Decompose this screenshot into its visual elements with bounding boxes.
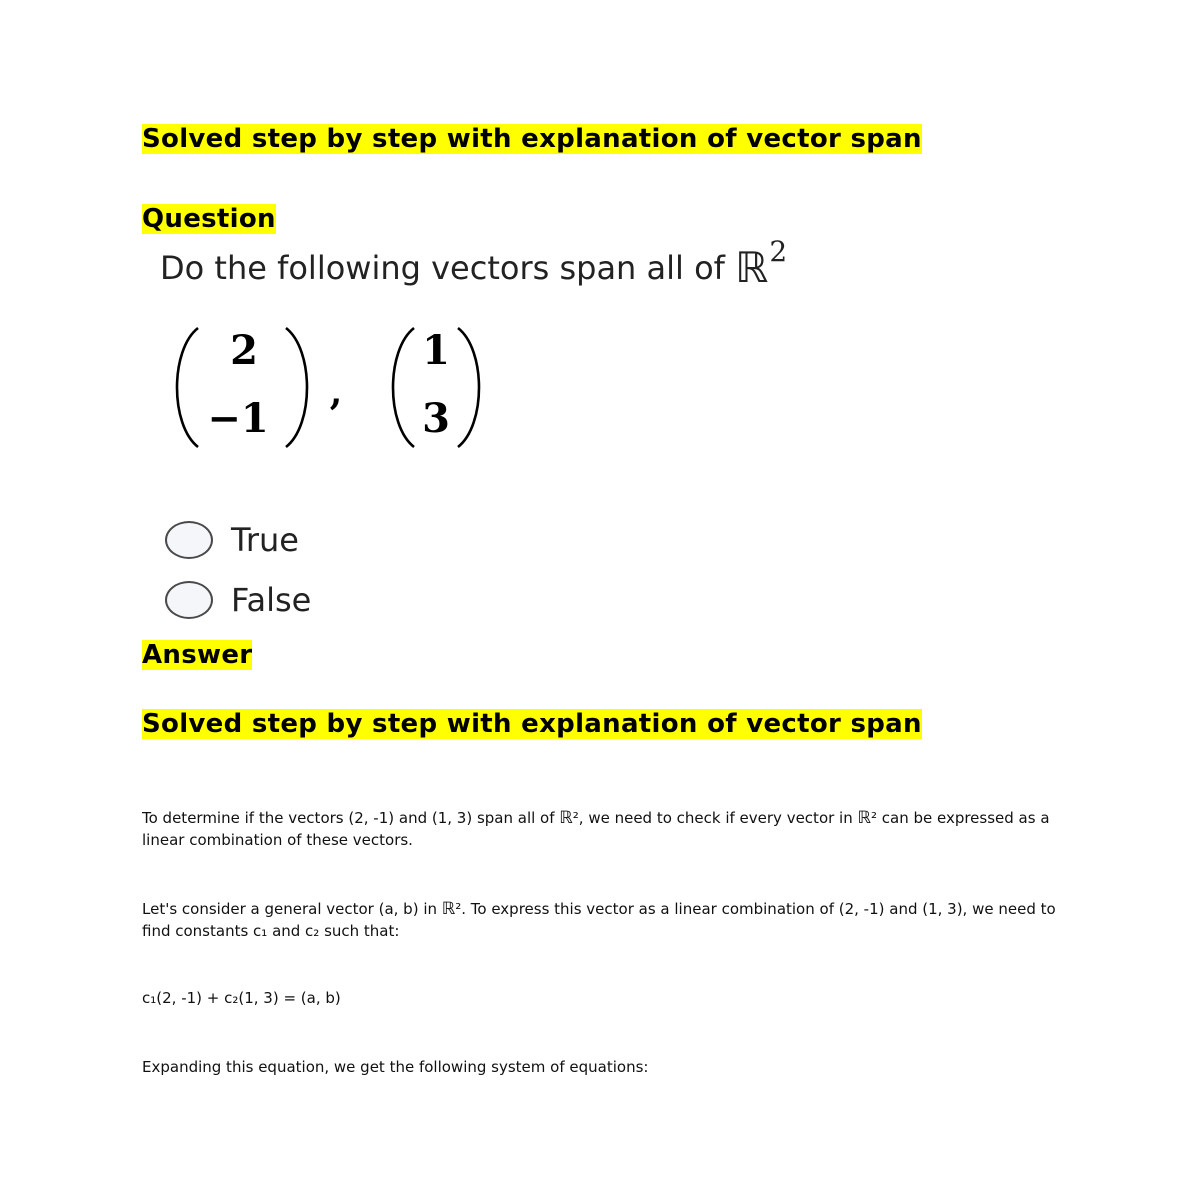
vector1-left-paren [177,328,198,447]
option-false[interactable] [165,579,311,621]
answer-heading [142,709,1022,740]
paragraph-general-vector [142,898,1072,942]
set-exponent: 2 [769,235,788,268]
p2-part-b: ². To express this vector as a linear combination of (2, -1) and (1, 3), we need to find constants c₁ and c₂ such that: [142,900,1056,940]
real-numbers-symbol-p1b: ℝ [857,808,871,828]
p1-part-b: ², we need to check if every vector in [572,809,858,827]
vector2-left-paren [393,328,414,447]
vector1-bottom-entry: −1 [207,395,269,442]
vector1-top-entry: 2 [230,327,258,374]
real-numbers-symbol-p2: ℝ [441,899,456,919]
option-true[interactable] [165,519,299,561]
document-title [142,124,1022,155]
equation-text: c₁(2, -1) + c₂(1, 3) = (a, b) [142,989,341,1007]
paragraph-span-check [142,807,1072,851]
answer-label-text: Answer [142,640,253,670]
answer-label [142,640,252,671]
vector1-right-paren [286,328,307,447]
option-true-label[interactable]: True [231,521,299,559]
vector-separator: , [329,371,343,413]
p1-part-a: To determine if the vectors (2, -1) and (1, 3) span all of [142,809,560,827]
vector2-right-paren [458,328,479,447]
option-false-label[interactable]: False [231,581,312,619]
equation-linear-combination [142,987,1072,1009]
real-numbers-symbol: ℝ [735,243,769,292]
question-prompt-text: Do the following vectors span all of [160,249,736,287]
paragraph-expanding [142,1056,1072,1078]
radio-false[interactable] [165,581,213,619]
radio-true[interactable] [165,521,213,559]
vector-pair [168,320,498,455]
document-title-text: Solved step by step with explanation of vector span [142,124,922,154]
vector2-top-entry: 1 [422,327,450,374]
answer-heading-text: Solved step by step with explanation of vector span [142,709,922,739]
real-numbers-symbol-p1a: ℝ [559,808,573,828]
question-label [142,204,276,235]
question-label-text: Question [142,204,276,234]
p4-text: Expanding this equation, we get the following system of equations: [142,1058,649,1076]
p1-part-c: ² can be expressed as a linear combination of these vectors. [142,809,1050,849]
p2-part-a: Let's consider a general vector (a, b) in [142,900,442,918]
question-prompt [160,235,788,294]
vector2-bottom-entry: 3 [422,395,450,442]
